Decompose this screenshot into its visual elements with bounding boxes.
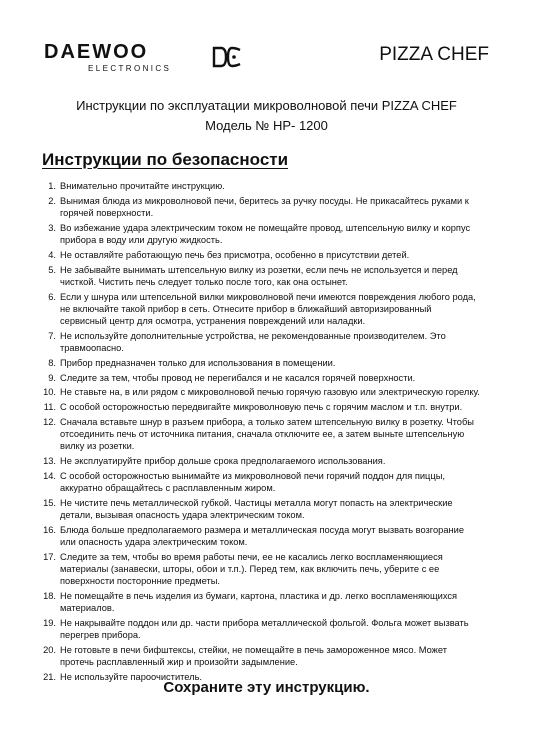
instruction-number: 3. [48,222,56,233]
instruction-number: 17. [43,551,56,562]
instruction-number: 16. [43,524,56,535]
instruction-item [40,590,480,614]
instruction-number: 9. [48,372,56,383]
instruction-number: 4. [48,249,56,260]
instruction-item [40,470,480,494]
instruction-item [40,401,480,413]
instruction-item [40,455,480,467]
instruction-number: 15. [43,497,56,508]
instruction-item [40,222,480,246]
instruction-number: 21. [43,672,56,683]
instruction-number: 5. [48,264,56,275]
footer-note: Сохраните эту инструкцию. [163,679,370,696]
instruction-text: Если у шнура или штепсельной вилки микроволновой печи имеются повреждения любого рода, не включайте такой прибор в сеть. Отнесите прибор в ближайший авторизированный сервисный центр для осмотра, устранения повреждений или наладки. [60,291,476,326]
instruction-item [40,357,480,369]
page-header [0,40,533,80]
instruction-text: Сначала вставьте шнур в разъем прибора, а только затем штепсельную вилку в розетку. Чтобы отсоединить печь от источника питания, сначала отключите ее, а затем выньте штепсельную вилку из розетки. [60,416,474,452]
instruction-text: С особой осторожностью передвигайте микроволновую печь с горячим маслом и т.п. внутри. [60,402,463,413]
daewoo-logo-icon [212,46,242,68]
instruction-number: 1. [48,181,56,191]
instruction-text: Не используйте пароочиститель. [60,672,202,683]
instruction-item [40,497,480,521]
instruction-text: Не готовьте в печи бифштексы, стейки, не помещайте в печь замороженное мясо. Может протечь расплавленный жир и произойти задымление. [60,645,448,668]
section-title: Инструкции по безопасности [42,150,289,169]
instruction-item [40,291,480,328]
instruction-item [40,249,480,261]
instruction-item [40,551,480,588]
document-title: Инструкции по эксплуатации микроволновой печи PIZZA CHEF [76,98,457,113]
instruction-text: Следите за тем, чтобы во время работы печи, ее не касались легко воспламеняющиеся материалы (занавески, шторы, обои и т.п.). Перед тем, как включить печь, уберите с ее поверхности посторонние предметы. [60,551,443,587]
instruction-number: 14. [43,470,56,481]
instruction-item [40,330,480,354]
instruction-number: 20. [43,645,56,656]
instruction-number: 8. [48,357,56,368]
instruction-number: 11. [43,402,56,413]
instruction-item [40,416,480,453]
instruction-text: Следите за тем, чтобы провод не перегибался и не касался горячей поверхности. [60,372,416,383]
instruction-text: Не используйте дополнительные устройства, не рекомендованные производителем. Это травмоопасно. [60,330,446,353]
instruction-item [40,386,480,398]
instruction-number: 2. [48,195,56,206]
instruction-text: Не эксплуатируйте прибор дольше срока предполагаемого использования. [60,456,386,467]
instruction-text: Внимательно прочитайте инструкцию. [60,181,225,191]
brand-logo-block [44,42,194,76]
instruction-item [40,264,480,288]
instruction-number: 18. [43,591,56,602]
brand-name: DAEWOO [44,41,149,63]
instruction-text: Во избежание удара электрическим током не помещайте провод, штепсельную вилку и корпус прибора в воду или другую жидкость. [60,222,471,245]
instruction-number: 13. [43,456,56,467]
safety-instructions-list [40,180,480,686]
instruction-item [40,180,480,192]
instruction-number: 7. [48,330,56,341]
instruction-item [40,195,480,219]
instruction-item [40,372,480,384]
instruction-text: Не помещайте в печь изделия из бумаги, картона, пластика и др. легко воспламеняющихся материалов. [60,591,458,614]
instruction-text: Не ставьте на, в или рядом с микроволновой печью горячую газовую или электрическую горелку. [60,387,480,398]
instruction-text: Вынимая блюда из микроволновой печи, беритесь за ручку посуды. Не прикасайтесь руками к горячей поверхности. [60,195,469,218]
instruction-item [40,644,480,668]
product-name: PIZZA CHEF [379,44,489,65]
instruction-text: Не оставляйте работающую печь без присмотра, особенно в присутствии детей. [60,249,410,260]
instruction-text: Блюда больше предполагаемого размера и металлическая посуда могут вызвать возгорание или опасность удара электрическим током. [60,524,465,548]
instruction-text: Прибор предназначен только для использования в помещении. [60,357,336,368]
instruction-item [40,524,480,548]
instruction-number: 19. [43,618,56,629]
instruction-text: Не забывайте вынимать штепсельную вилку из розетки, если печь не используется и перед чисткой. Чистить печь следует только после того, как она остынет. [60,264,458,287]
instruction-number: 10. [43,387,56,398]
instruction-text: Не накрывайте поддон или др. части прибора металлической фольгой. Фольга может вызвать перегрев прибора. [60,618,469,641]
instruction-item [40,617,480,641]
brand-subtitle: ELECTRONICS [88,64,172,73]
instruction-text: С особой осторожностью вынимайте из микроволновой печи горячий поддон для пиццы, аккуратно обращайтесь с расплавленным жиром. [60,470,445,494]
instruction-number: 12. [43,416,56,427]
model-number: Модель № HP- 1200 [205,118,328,133]
instruction-text: Не чистите печь металлической губкой. Частицы металла могут попасть на электрические детали, вызывая опасность удара электрическим током. [60,497,453,521]
instruction-number: 6. [48,291,56,302]
